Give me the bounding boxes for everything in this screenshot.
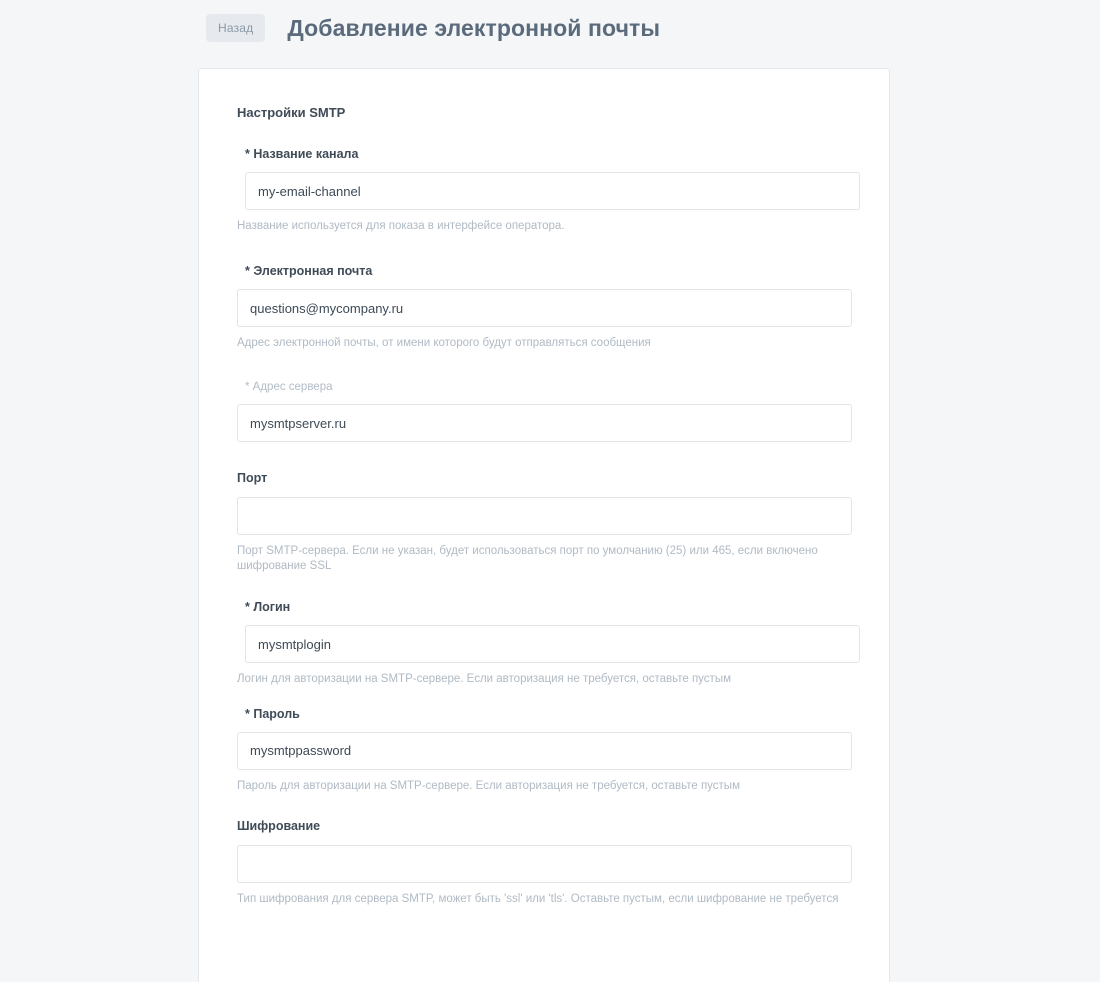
page-header (0, 0, 1100, 54)
password-hint: Пароль для авторизации на SMTP-сервере. Если авторизация не требуется, оставьте пустым (237, 779, 740, 792)
page-title: Добавление электронной почты (287, 14, 661, 41)
field-login (237, 599, 851, 688)
field-email (237, 263, 851, 352)
login-label: * Логин (245, 599, 291, 614)
port-label: Порт (237, 471, 268, 486)
channel-name-label: * Название канала (245, 147, 359, 161)
channel-name-input[interactable] (245, 172, 860, 210)
channel-name-hint: Название используется для показа в интерфейсе оператора. (237, 220, 565, 233)
field-password (237, 706, 851, 795)
section-title: Настройки SMTP (237, 105, 346, 120)
password-input[interactable] (237, 732, 852, 770)
back-button[interactable]: Назад (206, 14, 265, 42)
field-server-address (237, 380, 851, 443)
port-hint: Порт SMTP-сервера. Если не указан, будет использоваться порт по умолчанию (25) или 465, если включено шифрование SSL (237, 544, 818, 573)
encryption-hint: Тип шифрования для сервера SMTP, может быть 'ssl' или 'tls'. Оставьте пустым, если шифрование не требуется (237, 892, 839, 905)
smtp-settings-card (198, 68, 890, 982)
field-channel-name (237, 146, 851, 235)
password-label: * Пароль (245, 706, 300, 721)
port-input[interactable] (237, 497, 852, 535)
server-address-input[interactable] (237, 404, 852, 442)
encryption-label: Шифрование (237, 819, 321, 834)
email-hint: Адрес электронной почты, от имени которого будут отправляться сообщения (237, 337, 651, 350)
login-input[interactable] (245, 625, 860, 663)
email-label: * Электронная почта (245, 263, 373, 278)
server-address-label: * Адрес сервера (245, 380, 333, 393)
login-hint: Логин для авторизации на SMTP-сервере. Если авторизация не требуется, оставьте пустым (237, 673, 731, 685)
encryption-input[interactable] (237, 845, 852, 883)
email-input[interactable] (237, 289, 852, 327)
field-encryption (237, 818, 851, 907)
field-port (237, 470, 851, 574)
